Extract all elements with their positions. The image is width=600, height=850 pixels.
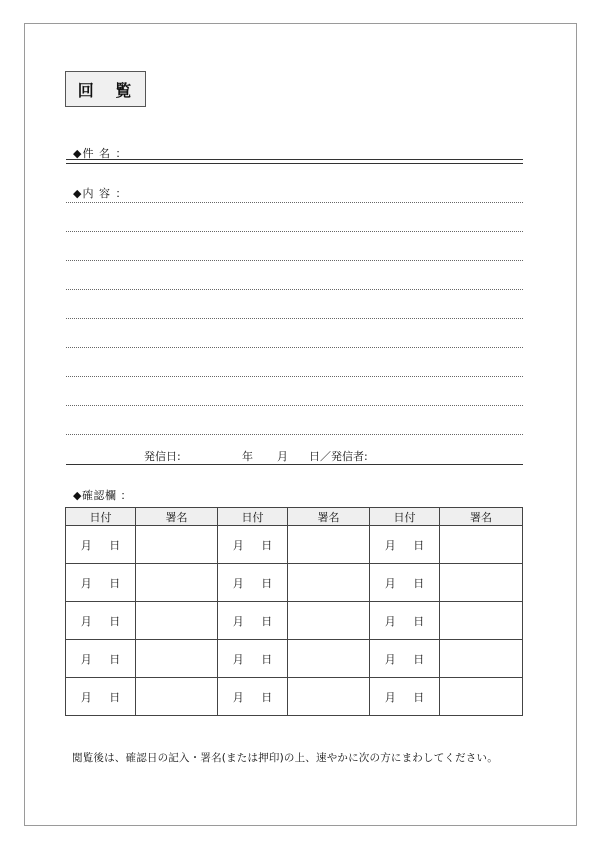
signature-cell[interactable] <box>288 640 370 678</box>
header-date: 日付 <box>66 508 136 526</box>
header-signature: 署名 <box>288 508 370 526</box>
signature-cell[interactable] <box>136 602 218 640</box>
signature-cell[interactable] <box>288 526 370 564</box>
content-line[interactable] <box>66 260 523 261</box>
table-row <box>66 678 523 716</box>
signature-cell[interactable] <box>440 564 523 602</box>
issue-month-label: 月 <box>277 450 288 463</box>
header-signature: 署名 <box>440 508 523 526</box>
content-line[interactable] <box>66 202 523 203</box>
subject-label: ◆件 名 ： <box>73 147 128 160</box>
signature-cell[interactable] <box>288 602 370 640</box>
issue-year-label: 年 <box>242 450 253 463</box>
date-cell[interactable]: 月 日 <box>66 564 136 602</box>
content-line[interactable] <box>66 376 523 377</box>
date-cell[interactable]: 月 日 <box>66 602 136 640</box>
date-cell[interactable]: 月 日 <box>370 640 440 678</box>
date-cell[interactable]: 月 日 <box>66 678 136 716</box>
signature-cell[interactable] <box>440 526 523 564</box>
signature-cell[interactable] <box>136 526 218 564</box>
subject-underline <box>66 159 523 160</box>
confirmation-table <box>65 507 523 716</box>
table-header-row <box>66 508 523 526</box>
signature-cell[interactable] <box>136 678 218 716</box>
date-cell[interactable]: 月 日 <box>218 526 288 564</box>
content-line[interactable] <box>66 434 523 435</box>
content-line[interactable] <box>66 289 523 290</box>
content-line[interactable] <box>66 347 523 348</box>
table-row <box>66 564 523 602</box>
table-row <box>66 526 523 564</box>
date-cell[interactable]: 月 日 <box>370 526 440 564</box>
signature-cell[interactable] <box>136 640 218 678</box>
signature-cell[interactable] <box>288 564 370 602</box>
subject-underline-double <box>66 163 523 164</box>
date-cell[interactable]: 月 日 <box>370 564 440 602</box>
signature-cell[interactable] <box>440 602 523 640</box>
signature-cell[interactable] <box>440 640 523 678</box>
issue-info-row <box>66 448 523 464</box>
header-date: 日付 <box>370 508 440 526</box>
table-row <box>66 640 523 678</box>
date-cell[interactable]: 月 日 <box>218 602 288 640</box>
footer-note: 閲覧後は、確認日の記入・署名(または押印)の上、速やかに次の方にまわしてください。 <box>72 752 498 764</box>
document-title: 回 覧 <box>65 71 146 107</box>
content-line[interactable] <box>66 231 523 232</box>
date-cell[interactable]: 月 日 <box>66 640 136 678</box>
date-cell[interactable]: 月 日 <box>370 602 440 640</box>
issue-date-label: 発信日: <box>144 450 181 463</box>
content-line[interactable] <box>66 318 523 319</box>
header-date: 日付 <box>218 508 288 526</box>
content-label: ◆内 容 ： <box>73 187 128 200</box>
issue-underline <box>66 464 523 465</box>
date-cell[interactable]: 月 日 <box>66 526 136 564</box>
issue-day-sender-label: 日／発信者: <box>309 450 368 463</box>
date-cell[interactable]: 月 日 <box>370 678 440 716</box>
date-cell[interactable]: 月 日 <box>218 640 288 678</box>
content-line[interactable] <box>66 405 523 406</box>
date-cell[interactable]: 月 日 <box>218 564 288 602</box>
date-cell[interactable]: 月 日 <box>218 678 288 716</box>
header-signature: 署名 <box>136 508 218 526</box>
confirm-label: ◆確認欄 ： <box>73 489 132 502</box>
table-row <box>66 602 523 640</box>
signature-cell[interactable] <box>136 564 218 602</box>
signature-cell[interactable] <box>440 678 523 716</box>
signature-cell[interactable] <box>288 678 370 716</box>
